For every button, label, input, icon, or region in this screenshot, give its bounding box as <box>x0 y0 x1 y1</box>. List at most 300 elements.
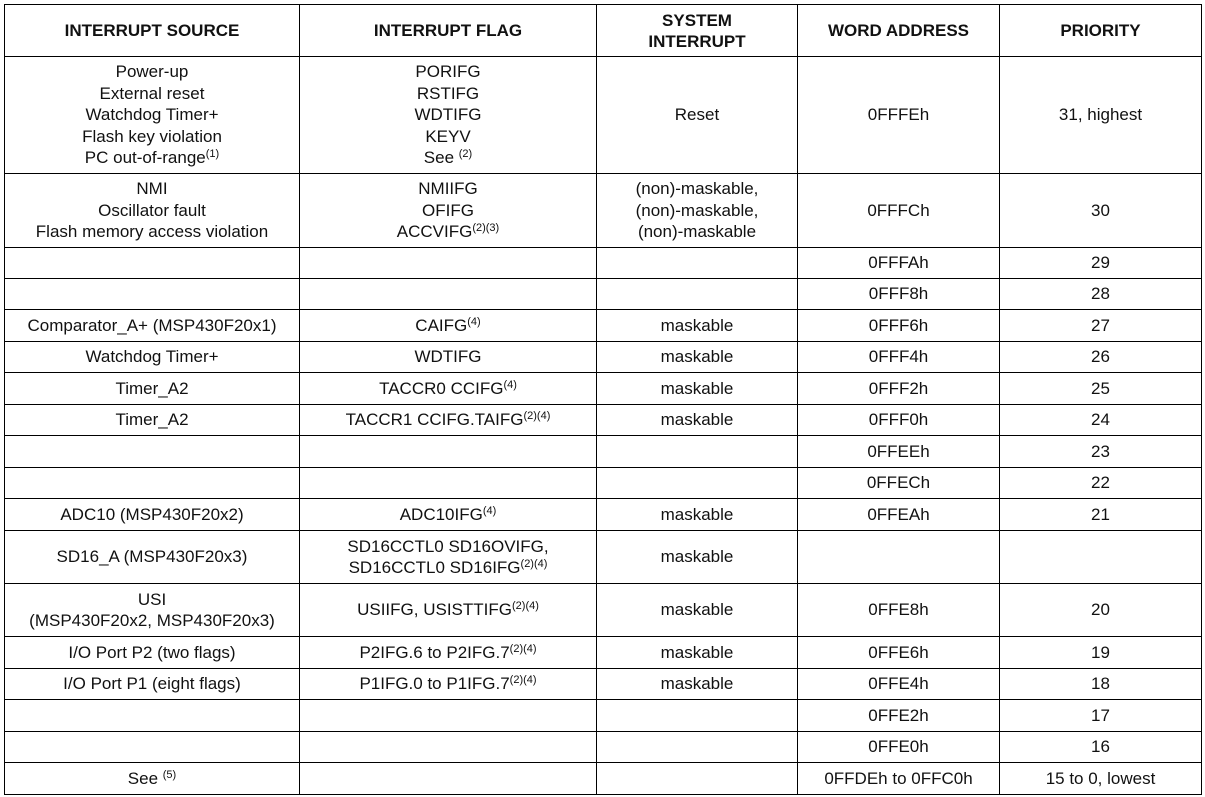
cell-text: TACCR1 CCIFG.TAIFG <box>345 410 524 430</box>
cell-line <box>601 346 793 368</box>
cell-line <box>601 673 793 695</box>
header-priority <box>1000 5 1202 57</box>
header-text: INTERRUPT <box>648 31 746 51</box>
cell-interrupt-flag <box>300 468 597 499</box>
cell-interrupt-flag <box>300 669 597 700</box>
cell-line <box>304 378 592 400</box>
cell-line <box>304 409 592 431</box>
cell-interrupt-source <box>5 248 300 279</box>
table-row <box>5 342 1202 373</box>
footnote-ref: (2)(4) <box>509 642 537 655</box>
cell-system-interrupt <box>597 468 798 499</box>
cell-word-address <box>798 174 1000 248</box>
footnote-ref: (2) <box>458 148 473 161</box>
cell-line <box>601 378 793 400</box>
cell-system-interrupt <box>597 174 798 248</box>
table-row <box>5 57 1202 174</box>
cell-interrupt-source <box>5 342 300 373</box>
cell-text: PC out-of-range <box>84 148 206 168</box>
cell-line <box>601 599 793 621</box>
cell-text: 0FFEEh <box>867 441 930 461</box>
cell-text: SD16_A (MSP430F20x3) <box>56 547 248 567</box>
cell-word-address <box>798 700 1000 732</box>
footnote-ref: (2)(4) <box>512 600 539 613</box>
cell-system-interrupt <box>597 436 798 468</box>
cell-text: 21 <box>1091 504 1110 524</box>
cell-line <box>802 673 995 695</box>
cell-system-interrupt <box>597 584 798 637</box>
cell-text: 15 to 0, lowest <box>1045 768 1156 788</box>
cell-interrupt-source <box>5 531 300 584</box>
cell-line <box>1004 673 1197 695</box>
cell-line <box>304 126 592 148</box>
cell-text: 28 <box>1091 284 1110 304</box>
cell-text: (non)-maskable, <box>635 200 759 220</box>
cell-interrupt-source <box>5 700 300 732</box>
cell-interrupt-flag <box>300 584 597 637</box>
cell-system-interrupt <box>597 499 798 531</box>
cell-line <box>304 147 592 169</box>
cell-text: 31, highest <box>1058 105 1143 125</box>
cell-text: CAIFG <box>415 315 468 335</box>
cell-line <box>1004 252 1197 274</box>
cell-text: ADC10IFG <box>399 504 483 524</box>
cell-text: 0FFF2h <box>868 378 929 398</box>
header-word-address <box>798 5 1000 57</box>
cell-word-address <box>798 405 1000 436</box>
cell-interrupt-flag <box>300 700 597 732</box>
table-row <box>5 732 1202 763</box>
cell-line <box>304 536 592 558</box>
table-row <box>5 669 1202 700</box>
cell-system-interrupt <box>597 763 798 795</box>
cell-interrupt-flag <box>300 499 597 531</box>
cell-text: maskable <box>660 674 734 694</box>
cell-interrupt-source <box>5 279 300 310</box>
cell-system-interrupt <box>597 279 798 310</box>
cell-priority <box>1000 584 1202 637</box>
cell-word-address <box>798 373 1000 405</box>
cell-interrupt-source <box>5 373 300 405</box>
cell-priority <box>1000 499 1202 531</box>
cell-text: Timer_A2 <box>115 410 189 430</box>
cell-text: ADC10 (MSP430F20x2) <box>60 504 244 524</box>
cell-line <box>304 178 592 200</box>
cell-text: ACCVIFG <box>396 222 473 242</box>
cell-system-interrupt <box>597 248 798 279</box>
table-row <box>5 373 1202 405</box>
table-row <box>5 584 1202 637</box>
cell-line <box>1004 599 1197 621</box>
cell-priority <box>1000 405 1202 436</box>
cell-interrupt-flag <box>300 279 597 310</box>
cell-line <box>9 83 295 105</box>
cell-word-address <box>798 436 1000 468</box>
cell-system-interrupt <box>597 373 798 405</box>
cell-line <box>601 409 793 431</box>
cell-word-address <box>798 57 1000 174</box>
cell-line <box>304 221 592 243</box>
cell-system-interrupt <box>597 310 798 342</box>
cell-line <box>802 315 995 337</box>
cell-system-interrupt <box>597 732 798 763</box>
cell-line <box>802 768 995 790</box>
cell-line <box>802 283 995 305</box>
cell-text: (MSP430F20x2, MSP430F20x3) <box>29 611 275 630</box>
cell-line <box>304 673 592 695</box>
cell-line <box>1004 768 1197 790</box>
cell-system-interrupt <box>597 700 798 732</box>
table-row <box>5 700 1202 732</box>
cell-line <box>802 736 995 758</box>
cell-text: 0FFF4h <box>868 347 929 367</box>
cell-line <box>304 104 592 126</box>
footnote-ref: (2)(3) <box>472 222 500 235</box>
table-row <box>5 279 1202 310</box>
cell-text: NMI <box>136 179 168 199</box>
cell-text: maskable <box>660 600 734 620</box>
cell-text: 20 <box>1091 600 1110 620</box>
cell-text: 0FFFEh <box>867 105 930 125</box>
cell-line <box>1004 642 1197 664</box>
cell-line <box>1004 315 1197 337</box>
cell-line <box>601 642 793 664</box>
cell-text: (non)-maskable <box>637 222 757 242</box>
cell-text: 17 <box>1091 705 1110 725</box>
cell-line <box>802 104 995 126</box>
cell-system-interrupt <box>597 531 798 584</box>
cell-priority <box>1000 342 1202 373</box>
cell-interrupt-flag <box>300 531 597 584</box>
table-body <box>5 57 1202 795</box>
cell-line <box>9 504 295 526</box>
cell-text: 0FFDEh to 0FFC0h <box>824 768 973 788</box>
cell-line <box>304 346 592 368</box>
cell-text: Power-up <box>115 62 189 82</box>
cell-text: USIIFG, USISTTIFG <box>357 600 512 620</box>
header-text: PRIORITY <box>1060 21 1141 40</box>
cell-text: 0FFFAh <box>868 253 929 273</box>
cell-line <box>601 546 793 568</box>
cell-priority <box>1000 531 1202 584</box>
cell-interrupt-flag <box>300 174 597 248</box>
cell-interrupt-source <box>5 310 300 342</box>
cell-system-interrupt <box>597 342 798 373</box>
cell-text: I/O Port P2 (two flags) <box>68 642 236 662</box>
cell-text: See <box>127 768 163 788</box>
cell-interrupt-source <box>5 405 300 436</box>
cell-text: 0FFE0h <box>868 737 929 757</box>
cell-line <box>9 104 295 126</box>
footnote-ref: (5) <box>162 768 177 781</box>
cell-word-address <box>798 279 1000 310</box>
cell-line <box>601 200 793 222</box>
header-text: INTERRUPT FLAG <box>373 21 523 40</box>
cell-text: P2IFG.6 to P2IFG.7 <box>359 642 510 662</box>
cell-text: 0FFF8h <box>868 284 929 304</box>
cell-text: 23 <box>1091 441 1110 461</box>
cell-word-address <box>798 669 1000 700</box>
footnote-ref: (2)(4) <box>523 410 551 423</box>
cell-text: 0FFE8h <box>868 600 929 620</box>
cell-text: PORIFG <box>415 62 481 82</box>
cell-line <box>9 346 295 368</box>
cell-text: Comparator_A+ (MSP430F20x1) <box>27 315 277 335</box>
cell-line <box>9 221 295 243</box>
cell-word-address <box>798 342 1000 373</box>
cell-line <box>601 104 793 126</box>
cell-interrupt-source <box>5 732 300 763</box>
cell-interrupt-source <box>5 436 300 468</box>
cell-line <box>601 315 793 337</box>
cell-line <box>802 642 995 664</box>
cell-text: Flash memory access violation <box>35 222 269 242</box>
cell-text: 26 <box>1091 347 1110 367</box>
header-text: WORD ADDRESS <box>827 21 970 40</box>
cell-interrupt-source <box>5 468 300 499</box>
cell-text: Watchdog Timer+ <box>85 105 219 125</box>
header-interrupt-flag <box>300 5 597 57</box>
cell-line <box>9 61 295 83</box>
cell-text: Timer_A2 <box>115 378 189 398</box>
cell-interrupt-source <box>5 637 300 669</box>
cell-word-address <box>798 248 1000 279</box>
interrupt-vector-table <box>4 4 1202 795</box>
cell-text: Watchdog Timer+ <box>85 347 219 367</box>
cell-text: 0FFFCh <box>867 200 930 220</box>
cell-line <box>1004 346 1197 368</box>
cell-system-interrupt <box>597 669 798 700</box>
cell-line <box>9 378 295 400</box>
table-row <box>5 174 1202 248</box>
cell-line <box>304 83 592 105</box>
cell-text: 27 <box>1091 315 1110 335</box>
cell-line <box>1004 736 1197 758</box>
cell-line <box>9 315 295 337</box>
table-row <box>5 499 1202 531</box>
cell-text: 29 <box>1091 253 1110 273</box>
cell-interrupt-flag <box>300 436 597 468</box>
cell-text: 16 <box>1091 737 1110 757</box>
cell-interrupt-flag <box>300 732 597 763</box>
footnote-ref: (2)(4) <box>509 674 537 687</box>
cell-line <box>9 610 295 632</box>
cell-system-interrupt <box>597 637 798 669</box>
cell-priority <box>1000 669 1202 700</box>
cell-line <box>601 504 793 526</box>
cell-interrupt-flag <box>300 248 597 279</box>
cell-word-address <box>798 499 1000 531</box>
cell-line <box>1004 441 1197 463</box>
table-row <box>5 436 1202 468</box>
cell-system-interrupt <box>597 57 798 174</box>
cell-line <box>304 642 592 664</box>
cell-text: Oscillator fault <box>98 200 206 220</box>
cell-text: OFIFG <box>422 200 474 220</box>
cell-word-address <box>798 763 1000 795</box>
cell-interrupt-flag <box>300 373 597 405</box>
cell-line <box>9 673 295 695</box>
table-row <box>5 763 1202 795</box>
cell-line <box>304 61 592 83</box>
cell-text: RSTIFG <box>416 83 480 103</box>
cell-interrupt-flag <box>300 637 597 669</box>
cell-priority <box>1000 468 1202 499</box>
cell-line <box>1004 409 1197 431</box>
footnote-ref: (4) <box>482 504 497 517</box>
cell-line <box>802 599 995 621</box>
cell-system-interrupt <box>597 405 798 436</box>
cell-line <box>802 200 995 222</box>
cell-text: Reset <box>674 105 720 125</box>
cell-line <box>304 504 592 526</box>
footnote-ref: (1) <box>205 148 220 161</box>
cell-line <box>802 346 995 368</box>
cell-text: maskable <box>660 315 734 335</box>
cell-text: 18 <box>1091 674 1110 694</box>
table-row <box>5 405 1202 436</box>
cell-interrupt-source <box>5 763 300 795</box>
cell-line <box>304 200 592 222</box>
cell-priority <box>1000 57 1202 174</box>
header-text: INTERRUPT SOURCE <box>64 21 240 40</box>
cell-line <box>802 441 995 463</box>
cell-word-address <box>798 310 1000 342</box>
cell-priority <box>1000 174 1202 248</box>
cell-line <box>9 589 295 611</box>
cell-line <box>9 200 295 222</box>
cell-priority <box>1000 637 1202 669</box>
cell-line <box>1004 504 1197 526</box>
cell-text: 19 <box>1091 642 1110 662</box>
cell-line <box>9 409 295 431</box>
cell-text: WDTIFG <box>414 105 482 125</box>
cell-word-address <box>798 531 1000 584</box>
cell-text: 0FFF6h <box>868 315 929 335</box>
cell-line <box>601 221 793 243</box>
cell-priority <box>1000 732 1202 763</box>
cell-text: 0FFE4h <box>868 674 929 694</box>
cell-text: 0FFE6h <box>868 642 929 662</box>
cell-text: (non)-maskable, <box>635 179 759 199</box>
cell-text: SD16CCTL0 SD16IFG <box>348 558 521 577</box>
cell-line <box>802 472 995 494</box>
cell-text: 0FFEAh <box>867 504 930 524</box>
cell-interrupt-source <box>5 584 300 637</box>
cell-line <box>1004 472 1197 494</box>
cell-word-address <box>798 732 1000 763</box>
cell-text: maskable <box>660 410 734 430</box>
cell-text: 22 <box>1091 473 1110 493</box>
cell-text: USI <box>137 589 167 609</box>
cell-interrupt-source <box>5 499 300 531</box>
cell-line <box>1004 104 1197 126</box>
cell-priority <box>1000 436 1202 468</box>
cell-line <box>9 768 295 790</box>
table-row <box>5 248 1202 279</box>
cell-text: maskable <box>660 547 734 567</box>
cell-priority <box>1000 310 1202 342</box>
cell-text: 0FFF0h <box>868 410 929 430</box>
footnote-ref: (4) <box>503 378 517 391</box>
cell-word-address <box>798 584 1000 637</box>
cell-interrupt-flag <box>300 310 597 342</box>
table-header-row <box>5 5 1202 57</box>
cell-line <box>1004 283 1197 305</box>
cell-text: 0FFECh <box>866 473 931 493</box>
cell-text: 25 <box>1091 378 1110 398</box>
footnote-ref: (4) <box>467 315 481 328</box>
cell-priority <box>1000 700 1202 732</box>
cell-word-address <box>798 637 1000 669</box>
table-row <box>5 637 1202 669</box>
cell-text: 24 <box>1091 410 1110 430</box>
cell-interrupt-source <box>5 57 300 174</box>
cell-text: Flash key violation <box>82 126 222 146</box>
cell-line <box>802 504 995 526</box>
cell-line <box>304 557 592 579</box>
cell-text: NMIIFG <box>418 179 478 199</box>
cell-text: KEYV <box>425 126 471 146</box>
cell-text: WDTIFG <box>414 347 482 367</box>
cell-line <box>601 178 793 200</box>
cell-line <box>802 252 995 274</box>
cell-interrupt-flag <box>300 342 597 373</box>
cell-priority <box>1000 279 1202 310</box>
table-row <box>5 531 1202 584</box>
cell-interrupt-flag <box>300 57 597 174</box>
cell-interrupt-flag <box>300 763 597 795</box>
cell-line <box>1004 378 1197 400</box>
cell-line <box>304 599 592 621</box>
cell-interrupt-source <box>5 174 300 248</box>
cell-priority <box>1000 763 1202 795</box>
header-system-interrupt <box>597 5 798 57</box>
cell-text: P1IFG.0 to P1IFG.7 <box>359 674 510 694</box>
cell-text: SD16CCTL0 SD16OVIFG, <box>347 536 549 556</box>
cell-line <box>9 546 295 568</box>
cell-text: External reset <box>99 83 205 103</box>
cell-interrupt-source <box>5 669 300 700</box>
cell-priority <box>1000 248 1202 279</box>
cell-line <box>9 126 295 148</box>
cell-text: maskable <box>660 347 734 367</box>
cell-word-address <box>798 468 1000 499</box>
cell-line <box>802 705 995 727</box>
cell-line <box>9 178 295 200</box>
cell-line <box>1004 200 1197 222</box>
cell-line <box>802 409 995 431</box>
cell-text: See <box>423 148 459 168</box>
cell-text: maskable <box>660 378 734 398</box>
header-text: SYSTEM <box>662 10 732 30</box>
table-row <box>5 468 1202 499</box>
cell-text: I/O Port P1 (eight flags) <box>63 674 241 694</box>
cell-line <box>9 642 295 664</box>
header-interrupt-source <box>5 5 300 57</box>
cell-text: 0FFE2h <box>868 705 929 725</box>
cell-priority <box>1000 373 1202 405</box>
cell-line <box>802 378 995 400</box>
cell-text: TACCR0 CCIFG <box>379 378 504 398</box>
cell-text: maskable <box>660 504 734 524</box>
cell-text: 30 <box>1091 200 1110 220</box>
cell-interrupt-flag <box>300 405 597 436</box>
table-row <box>5 310 1202 342</box>
cell-text: maskable <box>660 642 734 662</box>
cell-line <box>1004 705 1197 727</box>
footnote-ref: (2)(4) <box>520 558 548 570</box>
